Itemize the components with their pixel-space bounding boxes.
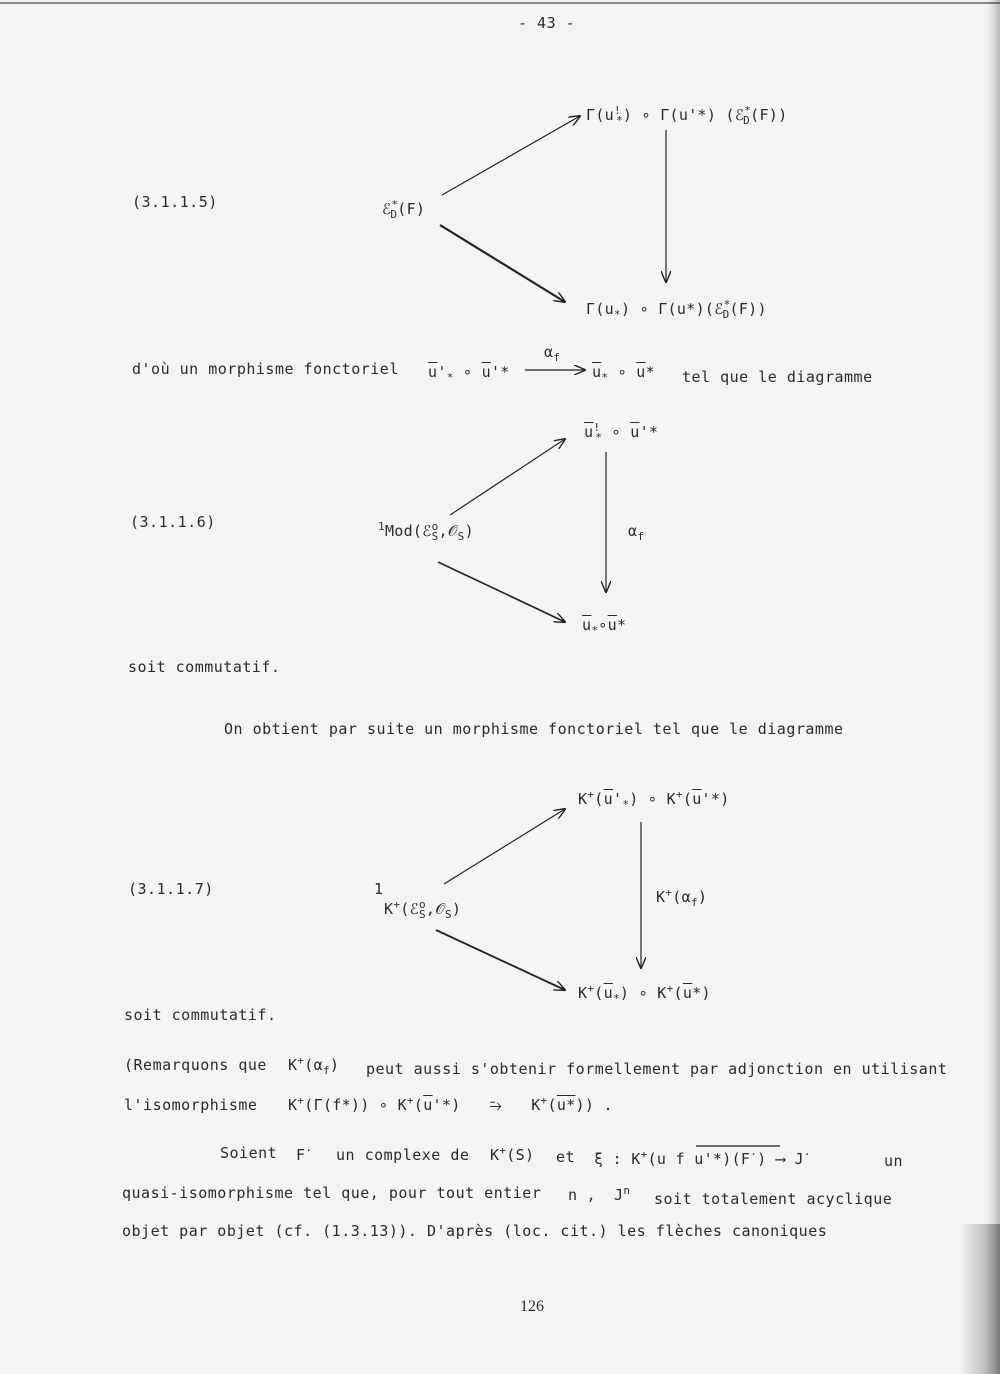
eq-label-3-1-1-5: (3.1.1.5) xyxy=(132,193,218,211)
text-peut-aussi: peut aussi s'obtenir formellement par adjonction en utilisant xyxy=(366,1060,948,1078)
math-isomorphism: K+(Γ(f*)) ∘ $K^+(\overline{u}'*)$ ⥲ K+(u*)) . xyxy=(288,1094,613,1114)
text-et: et xyxy=(556,1148,576,1166)
text-complexe: un complexe de xyxy=(336,1146,470,1164)
text-soit-commutatif-2: soit commutatif. xyxy=(124,1006,277,1024)
text-soit-commutatif-1: soit commutatif. xyxy=(128,658,281,676)
d3-source-1: 1 xyxy=(374,880,384,898)
d1-top-node: $\Gamma(u^!_*)$ ∘ Γ(u'*) (ℰ*$_D$(F)) xyxy=(586,104,788,127)
d3-source: K+(ℰ$^o_S$,𝒪$_S$) xyxy=(384,898,462,921)
d2-source: $^1$Mod(ℰ$^o_S$,𝒪$_S$) xyxy=(378,520,474,543)
d1-arrow-up xyxy=(442,116,580,195)
text-dou: d'où un morphisme fonctoriel xyxy=(132,360,399,378)
alpha-f-label: $\alpha_f$ xyxy=(544,343,561,364)
page-mark: - 43 - xyxy=(518,14,576,32)
text-totalement: soit totalement acyclique xyxy=(654,1190,893,1208)
scan-corner-shadow xyxy=(960,1224,1000,1374)
scan-edge-shadow xyxy=(986,0,1000,1374)
math-xi-map: ξ : K+(u f u'*)(F·) ⟶ J· xyxy=(594,1148,811,1168)
text-tel-que: tel que le diagramme xyxy=(682,368,873,386)
d2-bottom-node: $\overline{u}_*\circ\overline{u}*$ xyxy=(582,616,627,637)
text-isomorphisme: l'isomorphisme xyxy=(124,1096,258,1114)
text-un: un xyxy=(884,1152,904,1170)
page-number: 126 xyxy=(520,1298,544,1315)
math-u-star: $\overline{u}_*$ ∘ $\overline{u}*$ xyxy=(592,363,655,384)
math-J-n: $J^n$ xyxy=(614,1184,631,1204)
d1-source: ℰ*$_D$(F) xyxy=(382,198,426,221)
text-soient: Soient xyxy=(220,1144,278,1162)
d2-arrow-down xyxy=(438,562,565,622)
d3-arrow-up xyxy=(444,809,565,884)
d3-arrow-down xyxy=(436,930,565,990)
d3-bottom-node: $K^+(\overline{u}_*)$ ∘ $K^+(\overline{u}*)$ xyxy=(578,982,711,1005)
eq-label-3-1-1-7: (3.1.1.7) xyxy=(128,880,214,898)
d2-side-label: $\alpha_f$ xyxy=(628,522,645,543)
text-remarquons: (Remarquons que xyxy=(124,1056,267,1074)
d2-top-node: $\overline{u}^!_*$ ∘ $\overline{u}'*$ xyxy=(584,421,659,444)
math-K-S: K+(S) xyxy=(490,1144,535,1164)
text-on-obtient: On obtient par suite un morphisme fonctoriel tel que le diagramme xyxy=(224,720,844,738)
math-k-alpha-f: $K^+(\alpha_f)$ xyxy=(288,1054,340,1077)
eq-label-3-1-1-6: (3.1.1.6) xyxy=(130,513,216,531)
text-quasi-iso: quasi-isomorphisme tel que, pour tout entier xyxy=(122,1184,542,1202)
math-F-dot: F· xyxy=(296,1144,313,1164)
d2-arrow-up xyxy=(450,439,565,515)
math-u-prime-star: $\overline{u}'_*$ ∘ $\overline{u}'*$ xyxy=(428,363,510,384)
d1-bottom-node: $\Gamma(u_*)$ ∘ Γ(u*)(ℰ*$_D$(F)) xyxy=(586,298,767,321)
d3-top-node: $K^+(\overline{u}'_*)$ ∘ $K^+(\overline{u}'*)$ xyxy=(578,788,730,811)
text-objet-par-objet: objet par objet (cf. (1.3.13)). D'après (loc. cit.) les flèches canoniques xyxy=(122,1222,828,1240)
d3-side-label: $K^+(\alpha_f)$ xyxy=(656,886,708,909)
d1-arrow-down xyxy=(440,225,565,302)
math-n-comma: n , xyxy=(568,1186,596,1204)
